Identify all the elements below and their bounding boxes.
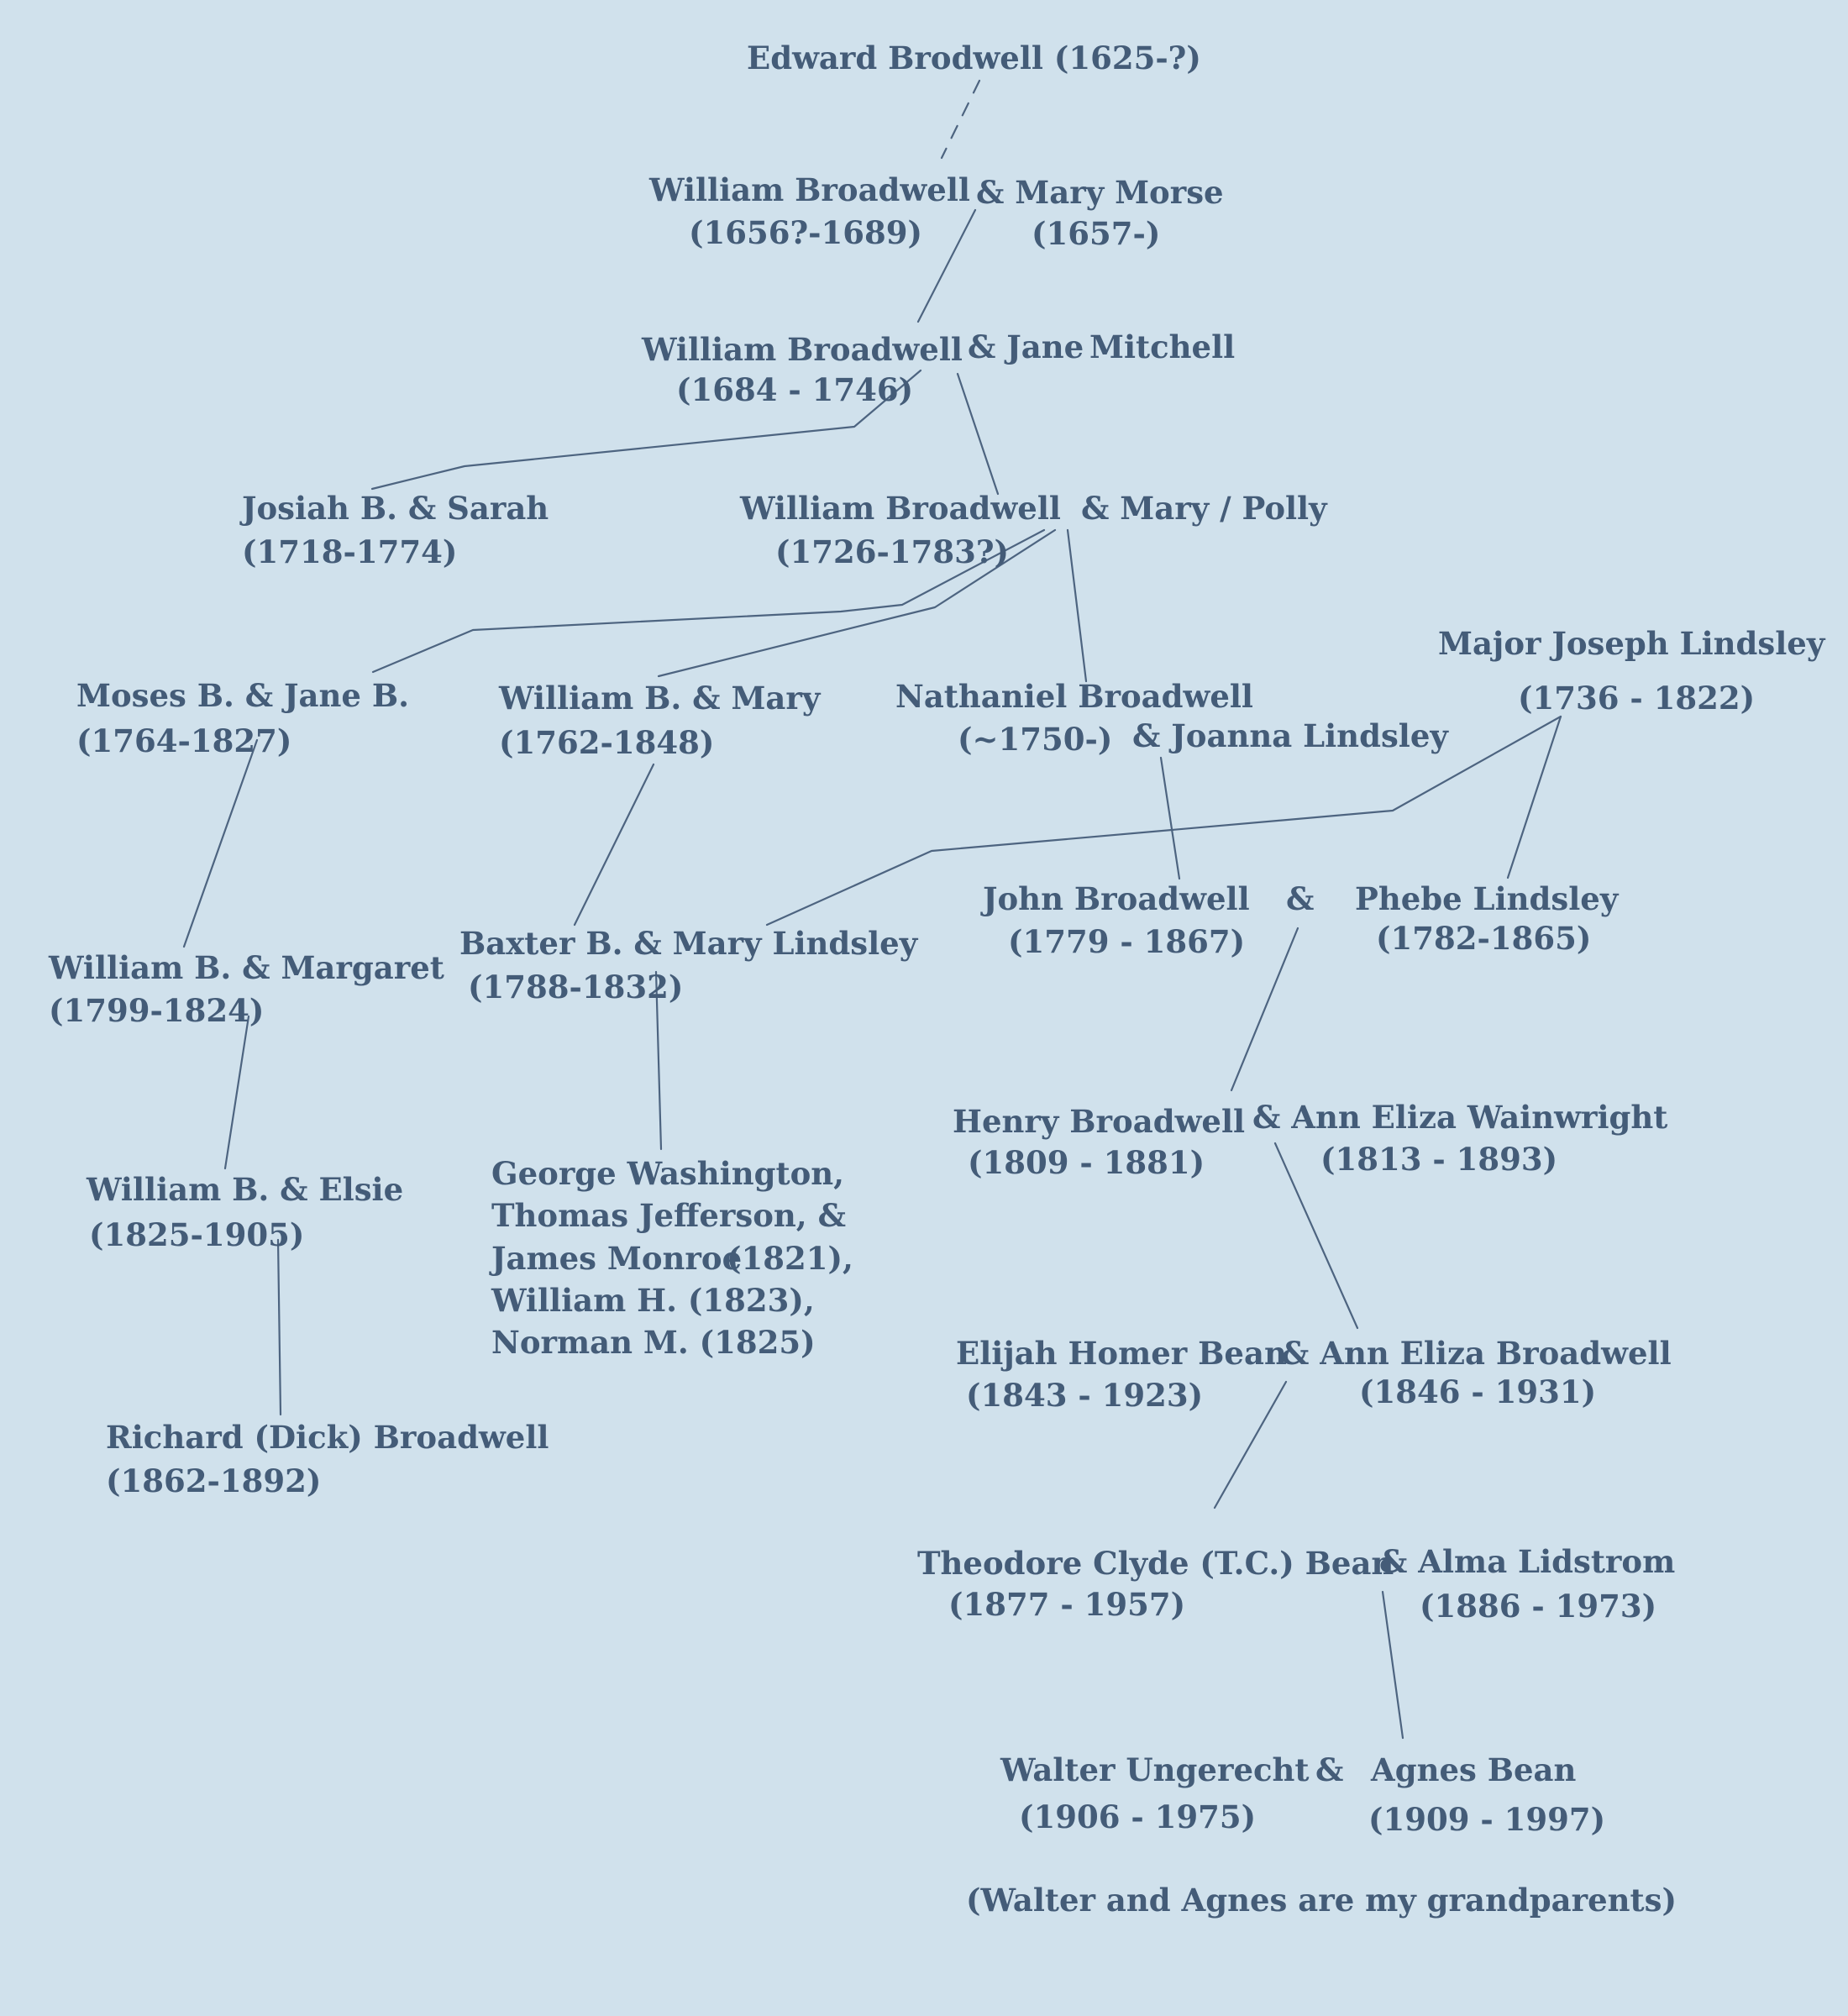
person-joseph-lindsley-dates: (1736 - 1822) — [1518, 680, 1756, 717]
person-richard-broadwell-dates: (1862-1892) — [106, 1462, 322, 1499]
person-william-broadwell-2: William Broadwell — [642, 331, 963, 368]
person-william-margaret-dates: (1799-1824) — [49, 992, 265, 1029]
link-ann-eliza-b-theodore — [1215, 1382, 1286, 1508]
person-elijah-homer-bean-dates: (1843 - 1923) — [966, 1377, 1204, 1414]
spouse-phebe-lindsley-dates: (1782-1865) — [1376, 920, 1592, 957]
person-john-broadwell-dates: (1779 - 1867) — [1008, 923, 1246, 960]
person-henry-broadwell: Henry Broadwell — [953, 1103, 1246, 1140]
link-edward-william1 — [942, 81, 979, 158]
spouse-ann-eliza-broadwell: & Ann Eliza Broadwell — [1281, 1335, 1672, 1372]
person-william-margaret: William B. & Margaret — [49, 949, 444, 986]
walter-agnes-ampersand: & — [1315, 1751, 1344, 1788]
link-william3-nathaniel — [1068, 530, 1086, 681]
person-nathaniel-dates: (~1750-) — [958, 721, 1113, 758]
person-william-elsie: William B. & Elsie — [87, 1171, 404, 1208]
spouse-mary-polly: & Mary / Polly — [1081, 490, 1327, 527]
sons-line-3: James Monroe — [491, 1240, 743, 1277]
person-nathaniel: Nathaniel Broadwell — [895, 678, 1253, 715]
spouse-jane-mitchell: Mitchell — [1089, 328, 1236, 365]
john-phebe-ampersand: & — [1286, 880, 1315, 917]
person-baxter-dates: (1788-1832) — [468, 969, 684, 1005]
person-baxter: Baxter B. & Mary Lindsley — [459, 925, 918, 962]
sons-line-4: William H. (1823), — [491, 1282, 815, 1319]
sons-line-5: Norman M. (1825) — [491, 1324, 816, 1361]
person-william-broadwell-3: William Broadwell — [740, 490, 1061, 527]
person-william-b-mary: William B. & Mary — [499, 680, 821, 717]
link-moses-william-margaret — [184, 740, 257, 947]
link-william-margaret-william-elsie — [225, 1016, 249, 1168]
link-theodore-agnes — [1383, 1592, 1403, 1738]
spouse-alma-lidstrom-dates: (1886 - 1973) — [1420, 1588, 1657, 1625]
person-william-broadwell-1: William Broadwell — [649, 171, 970, 208]
link-joanna-john — [1161, 758, 1179, 879]
person-william-broadwell-2-dates: (1684 - 1746) — [676, 371, 914, 408]
spouse-ann-eliza-broadwell-dates: (1846 - 1931) — [1359, 1373, 1597, 1410]
person-moses-dates: (1764-1827) — [76, 722, 292, 759]
person-john-broadwell: John Broadwell — [983, 880, 1250, 917]
link-william2-william3 — [958, 374, 998, 494]
person-josiah: Josiah B. & Sarah — [242, 490, 549, 527]
person-william-b-mary-dates: (1762-1848) — [499, 724, 715, 761]
person-theodore-clyde-bean-dates: (1877 - 1957) — [948, 1586, 1186, 1623]
sons-line-3-year: (1821), — [727, 1240, 853, 1277]
spouse-ann-eliza-wainwright: & Ann Eliza Wainwright — [1252, 1099, 1668, 1136]
spouse-joanna-lindsley: & Joanna Lindsley — [1132, 717, 1448, 754]
spouse-mary-morse: & Mary Morse — [976, 174, 1224, 211]
spouse-mary-morse-dates: (1657-) — [1032, 215, 1161, 252]
person-joseph-lindsley: Major Joseph Lindsley — [1438, 625, 1825, 662]
grandparents-note: (Walter and Agnes are my grandparents) — [966, 1882, 1677, 1919]
spouse-agnes-bean: Agnes Bean — [1371, 1751, 1577, 1788]
person-richard-broadwell: Richard (Dick) Broadwell — [106, 1419, 549, 1456]
sons-line-2: Thomas Jefferson, & — [491, 1197, 846, 1234]
person-edward-brodwell: Edward Brodwell (1625-?) — [747, 39, 1201, 76]
person-william-elsie-dates: (1825-1905) — [89, 1216, 305, 1253]
person-william-broadwell-3-dates: (1726-1783?) — [775, 533, 1010, 570]
person-henry-broadwell-dates: (1809 - 1881) — [968, 1144, 1205, 1181]
person-theodore-clyde-bean: Theodore Clyde (T.C.) Bean — [917, 1545, 1394, 1582]
spouse-agnes-bean-dates: (1909 - 1997) — [1368, 1801, 1606, 1838]
link-william-elsie-richard — [278, 1240, 281, 1415]
spouse-phebe-lindsley: Phebe Lindsley — [1355, 880, 1619, 917]
person-walter-ungerecht-dates: (1906 - 1975) — [1019, 1798, 1257, 1835]
person-josiah-dates: (1718-1774) — [242, 533, 458, 570]
spouse-jane-amp: & Jane — [968, 328, 1084, 365]
person-walter-ungerecht: Walter Ungerecht — [1000, 1751, 1310, 1788]
link-william1-william2 — [918, 210, 975, 322]
person-moses: Moses B. & Jane B. — [76, 677, 409, 714]
spouse-alma-lidstrom: & Alma Lidstrom — [1379, 1543, 1676, 1580]
link-william-b-mary-baxter — [575, 764, 654, 925]
person-elijah-homer-bean: Elijah Homer Bean — [956, 1335, 1287, 1372]
sons-line-1: George Washington, — [491, 1155, 845, 1192]
spouse-ann-eliza-wainwright-dates: (1813 - 1893) — [1320, 1141, 1558, 1178]
person-william-broadwell-1-dates: (1656?-1689) — [689, 214, 923, 251]
